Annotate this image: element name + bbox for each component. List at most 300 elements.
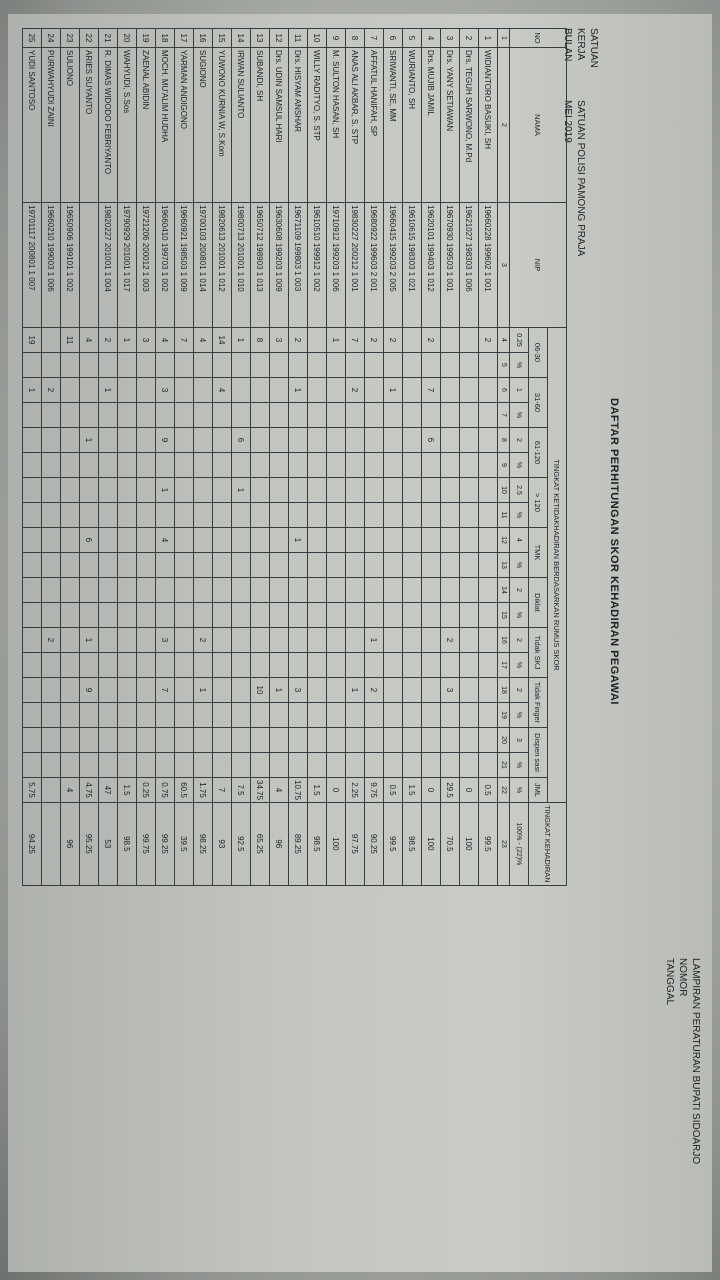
row-value xyxy=(23,428,42,453)
row-value xyxy=(479,353,498,378)
row-value xyxy=(137,378,156,403)
sub-header-cell: Diklat xyxy=(529,578,548,628)
row-value xyxy=(403,353,422,378)
row-value xyxy=(175,753,194,778)
row-value xyxy=(23,678,42,703)
column-number: 15 xyxy=(498,603,510,628)
row-value xyxy=(365,603,384,628)
table-row xyxy=(61,29,80,886)
row-jml: 0 xyxy=(327,778,346,803)
row-nip: 19790929 201001 1 017 xyxy=(118,203,137,328)
row-value: 7 xyxy=(346,328,365,353)
row-value xyxy=(213,503,232,528)
row-value xyxy=(175,728,194,753)
row-value xyxy=(137,678,156,703)
row-value xyxy=(42,353,61,378)
row-value: 3 xyxy=(156,378,175,403)
unit-cell: 2 xyxy=(510,428,529,453)
row-no: 4 xyxy=(422,29,441,48)
row-value xyxy=(213,653,232,678)
row-value xyxy=(23,478,42,503)
row-value xyxy=(251,478,270,503)
row-value: 3 xyxy=(441,678,460,703)
row-value xyxy=(232,528,251,553)
row-value: 1 xyxy=(99,378,118,403)
row-value xyxy=(194,728,213,753)
table-row xyxy=(80,29,99,886)
row-value xyxy=(213,528,232,553)
row-value xyxy=(460,378,479,403)
row-nip: 19710912 199203 1 006 xyxy=(327,203,346,328)
unit-cell: 2 xyxy=(510,678,529,703)
column-number: 4 xyxy=(498,328,510,353)
row-value xyxy=(270,503,289,528)
row-value xyxy=(327,578,346,603)
row-value xyxy=(80,353,99,378)
row-tingkat-kehadiran: 98.5 xyxy=(118,803,137,886)
row-value xyxy=(270,753,289,778)
row-nip: 19671109 199803 1 003 xyxy=(289,203,308,328)
row-value xyxy=(213,453,232,478)
row-value: 9 xyxy=(156,428,175,453)
row-value xyxy=(23,403,42,428)
row-value xyxy=(403,553,422,578)
row-jml: 4.75 xyxy=(80,778,99,803)
row-nip: 19650712 198903 1 013 xyxy=(251,203,270,328)
row-value xyxy=(194,353,213,378)
row-value: 1 xyxy=(232,328,251,353)
row-value xyxy=(441,503,460,528)
row-value xyxy=(289,728,308,753)
row-value xyxy=(80,453,99,478)
row-no: 9 xyxy=(327,29,346,48)
row-no: 1 xyxy=(479,29,498,48)
row-value xyxy=(327,678,346,703)
row-value xyxy=(99,353,118,378)
row-value xyxy=(422,553,441,578)
row-value: 1 xyxy=(156,478,175,503)
table-row xyxy=(251,29,270,886)
row-value xyxy=(308,503,327,528)
row-nama: Drs. MUJIB JAMIL xyxy=(422,48,441,203)
row-value xyxy=(460,553,479,578)
row-value xyxy=(479,528,498,553)
row-value xyxy=(384,503,403,528)
row-value xyxy=(156,453,175,478)
row-tingkat-kehadiran: 97.75 xyxy=(346,803,365,886)
row-value xyxy=(118,753,137,778)
row-nip: 19660921 198503 1 009 xyxy=(175,203,194,328)
row-value xyxy=(422,578,441,603)
row-value xyxy=(251,403,270,428)
row-value xyxy=(175,603,194,628)
row-value xyxy=(441,353,460,378)
row-value xyxy=(232,753,251,778)
row-value: 2 xyxy=(99,328,118,353)
row-value xyxy=(42,703,61,728)
row-value xyxy=(422,603,441,628)
row-value xyxy=(289,578,308,603)
row-value xyxy=(80,703,99,728)
row-value: 1 xyxy=(346,678,365,703)
row-value xyxy=(42,428,61,453)
row-value xyxy=(270,353,289,378)
row-value xyxy=(441,703,460,728)
row-nama: ANAS ALI AKBAR, S. STP xyxy=(346,48,365,203)
row-value xyxy=(99,603,118,628)
row-jml: 4 xyxy=(270,778,289,803)
row-value: 6 xyxy=(422,428,441,453)
row-value xyxy=(365,528,384,553)
row-value xyxy=(61,578,80,603)
row-value xyxy=(232,653,251,678)
row-value xyxy=(137,453,156,478)
row-tingkat-kehadiran: 98.5 xyxy=(308,803,327,886)
table-row xyxy=(232,29,251,886)
row-value xyxy=(194,753,213,778)
unit-cell: 1 xyxy=(510,378,529,403)
row-value: 1 xyxy=(80,628,99,653)
row-value xyxy=(99,628,118,653)
row-nip: 19830227 200212 1 001 xyxy=(346,203,365,328)
row-value xyxy=(308,453,327,478)
table-row xyxy=(137,29,156,886)
table-row xyxy=(479,29,498,886)
row-value xyxy=(384,578,403,603)
row-value xyxy=(384,353,403,378)
row-value xyxy=(175,403,194,428)
row-jml: 0 xyxy=(422,778,441,803)
row-value: 14 xyxy=(213,328,232,353)
row-value xyxy=(460,403,479,428)
row-value xyxy=(175,503,194,528)
row-value xyxy=(232,678,251,703)
row-value xyxy=(118,578,137,603)
row-value xyxy=(365,753,384,778)
row-value: 4 xyxy=(194,328,213,353)
column-number: 14 xyxy=(498,578,510,603)
row-value xyxy=(308,528,327,553)
row-tingkat-kehadiran: 98.5 xyxy=(403,803,422,886)
row-value xyxy=(327,378,346,403)
row-value: 1 xyxy=(327,328,346,353)
row-value xyxy=(289,403,308,428)
row-value xyxy=(251,553,270,578)
row-no: 22 xyxy=(80,29,99,48)
sub-header-cell: 31-60 xyxy=(529,378,548,428)
row-value xyxy=(118,378,137,403)
row-value xyxy=(441,528,460,553)
sub-header-cell: > 120 xyxy=(529,478,548,528)
attendance-table xyxy=(22,28,567,886)
row-value xyxy=(23,628,42,653)
row-value xyxy=(365,553,384,578)
row-nama: SRIWANTI, SE, MM xyxy=(384,48,403,203)
row-tingkat-kehadiran: 95.25 xyxy=(80,803,99,886)
row-value: 6 xyxy=(80,528,99,553)
table-row xyxy=(23,29,42,886)
row-nip: 19700103 200801 1 014 xyxy=(194,203,213,328)
row-value xyxy=(403,603,422,628)
row-value xyxy=(251,528,270,553)
row-value: 3 xyxy=(270,328,289,353)
row-value xyxy=(270,578,289,603)
row-jml: 60.5 xyxy=(175,778,194,803)
row-value xyxy=(213,403,232,428)
row-value xyxy=(137,603,156,628)
row-value xyxy=(479,503,498,528)
row-value xyxy=(327,353,346,378)
row-value xyxy=(365,478,384,503)
row-value xyxy=(137,578,156,603)
row-value xyxy=(175,703,194,728)
row-value xyxy=(99,678,118,703)
row-no: 16 xyxy=(194,29,213,48)
column-number: 16 xyxy=(498,628,510,653)
row-value xyxy=(460,628,479,653)
row-value xyxy=(156,753,175,778)
row-value xyxy=(156,603,175,628)
row-jml: 10.75 xyxy=(289,778,308,803)
row-value xyxy=(80,478,99,503)
row-no: 15 xyxy=(213,29,232,48)
unit-cell: 2.5 xyxy=(510,478,529,503)
row-tingkat-kehadiran: 98.25 xyxy=(194,803,213,886)
row-value xyxy=(327,728,346,753)
row-value xyxy=(194,703,213,728)
row-value xyxy=(384,703,403,728)
satuan-value: SATUAN POLISI PAMONG PRAJA xyxy=(575,100,586,257)
row-value xyxy=(232,353,251,378)
row-value xyxy=(327,428,346,453)
row-value xyxy=(422,628,441,653)
row-value xyxy=(365,503,384,528)
row-value xyxy=(441,453,460,478)
row-value xyxy=(460,653,479,678)
row-nama: Drs. UDIN SAMSUL HARI xyxy=(270,48,289,203)
row-value xyxy=(213,578,232,603)
table-row xyxy=(118,29,137,886)
row-value: 2 xyxy=(365,678,384,703)
row-value xyxy=(308,428,327,453)
row-jml: 9.75 xyxy=(365,778,384,803)
table-row xyxy=(156,29,175,886)
row-value xyxy=(251,578,270,603)
row-nama: R. DIMAS WIDODO FEBRIYANTO xyxy=(99,48,118,203)
row-value xyxy=(118,353,137,378)
row-value xyxy=(80,653,99,678)
row-value xyxy=(422,753,441,778)
row-value: 8 xyxy=(251,328,270,353)
row-value xyxy=(175,528,194,553)
row-value xyxy=(346,478,365,503)
row-value xyxy=(232,378,251,403)
row-nama: YUDI SANTOSO xyxy=(23,48,42,203)
row-value xyxy=(251,728,270,753)
row-value xyxy=(403,503,422,528)
row-value xyxy=(422,528,441,553)
row-value xyxy=(403,378,422,403)
row-value xyxy=(175,478,194,503)
table-row xyxy=(270,29,289,886)
sub-header-cell: JML xyxy=(529,778,548,803)
row-value xyxy=(365,353,384,378)
row-value xyxy=(365,703,384,728)
row-value xyxy=(270,478,289,503)
row-value xyxy=(23,353,42,378)
row-value xyxy=(403,403,422,428)
row-value xyxy=(441,653,460,678)
row-value xyxy=(308,628,327,653)
unit-cell: % xyxy=(510,553,529,578)
column-number: 18 xyxy=(498,678,510,703)
row-jml: 29.5 xyxy=(441,778,460,803)
row-value xyxy=(251,603,270,628)
row-value xyxy=(346,528,365,553)
row-value xyxy=(99,428,118,453)
row-nip: 19610510 199912 1 002 xyxy=(308,203,327,328)
row-value xyxy=(23,753,42,778)
row-value xyxy=(61,528,80,553)
row-value xyxy=(308,703,327,728)
row-value xyxy=(137,478,156,503)
sub-header-cell: Dispen sasi xyxy=(529,728,548,778)
document xyxy=(10,18,710,1268)
row-value xyxy=(346,703,365,728)
row-value xyxy=(422,478,441,503)
row-value xyxy=(289,603,308,628)
row-no: 24 xyxy=(42,29,61,48)
column-number: 8 xyxy=(498,428,510,453)
row-no: 8 xyxy=(346,29,365,48)
row-value: 1 xyxy=(80,428,99,453)
row-value xyxy=(61,703,80,728)
row-value xyxy=(308,478,327,503)
row-nip xyxy=(80,203,99,328)
row-tingkat-kehadiran xyxy=(42,803,61,886)
row-nip: 19621027 198303 1 006 xyxy=(460,203,479,328)
row-value xyxy=(384,653,403,678)
row-value xyxy=(42,478,61,503)
row-value xyxy=(422,403,441,428)
row-no: 18 xyxy=(156,29,175,48)
row-value xyxy=(23,453,42,478)
row-value xyxy=(232,603,251,628)
row-value xyxy=(61,403,80,428)
row-value xyxy=(99,753,118,778)
row-value xyxy=(365,453,384,478)
row-value xyxy=(403,578,422,603)
row-value xyxy=(384,753,403,778)
row-nama: SUBANDI, SH xyxy=(251,48,270,203)
row-value xyxy=(213,353,232,378)
row-value: 3 xyxy=(137,328,156,353)
row-value xyxy=(42,453,61,478)
row-value xyxy=(137,528,156,553)
row-value xyxy=(403,653,422,678)
row-value xyxy=(99,653,118,678)
row-value xyxy=(479,378,498,403)
row-value xyxy=(99,453,118,478)
row-value xyxy=(232,453,251,478)
row-value xyxy=(23,578,42,603)
row-value xyxy=(422,678,441,703)
row-value xyxy=(365,728,384,753)
row-value xyxy=(460,728,479,753)
row-value xyxy=(384,603,403,628)
row-value: 1 xyxy=(118,328,137,353)
row-value xyxy=(441,578,460,603)
row-value xyxy=(156,503,175,528)
row-value xyxy=(289,553,308,578)
sub-header-cell: TMK xyxy=(529,528,548,578)
row-value xyxy=(441,378,460,403)
column-number: 13 xyxy=(498,553,510,578)
row-value xyxy=(194,503,213,528)
lampiran-text: LAMPIRAN PERATURAN BUPATI SIDOARJO xyxy=(690,958,701,1165)
row-value xyxy=(403,453,422,478)
row-value xyxy=(156,728,175,753)
row-value xyxy=(80,378,99,403)
row-value: 7 xyxy=(156,678,175,703)
row-value xyxy=(213,728,232,753)
unit-cell: % xyxy=(510,753,529,778)
row-tingkat-kehadiran: 92.5 xyxy=(232,803,251,886)
row-value xyxy=(479,653,498,678)
row-nama: SULIONO xyxy=(61,48,80,203)
row-value xyxy=(403,703,422,728)
row-value xyxy=(479,603,498,628)
column-number: 19 xyxy=(498,703,510,728)
row-value xyxy=(118,503,137,528)
table-row xyxy=(460,29,479,886)
header-nip: NIP xyxy=(510,203,567,328)
row-value xyxy=(118,728,137,753)
row-value xyxy=(156,403,175,428)
row-tingkat-kehadiran: 39.5 xyxy=(175,803,194,886)
row-value xyxy=(118,403,137,428)
row-value: 19 xyxy=(23,328,42,353)
row-value xyxy=(99,553,118,578)
row-value xyxy=(327,503,346,528)
row-value xyxy=(479,728,498,753)
row-value: 3 xyxy=(156,628,175,653)
row-nip: 19660410 199703 1 002 xyxy=(156,203,175,328)
row-nip: 19701117 200801 1 007 xyxy=(23,203,42,328)
row-value xyxy=(441,478,460,503)
row-value xyxy=(289,628,308,653)
row-jml: 34.75 xyxy=(251,778,270,803)
row-value xyxy=(460,503,479,528)
row-value xyxy=(479,703,498,728)
row-nip: 19820613 201001 1 012 xyxy=(213,203,232,328)
table-row xyxy=(213,29,232,886)
row-value xyxy=(61,553,80,578)
row-value xyxy=(251,503,270,528)
column-number: 17 xyxy=(498,653,510,678)
table-row xyxy=(308,29,327,886)
column-number: 3 xyxy=(498,203,510,328)
row-value xyxy=(42,653,61,678)
row-value xyxy=(175,653,194,678)
row-value xyxy=(23,503,42,528)
row-nip: 19820227 201001 1 004 xyxy=(99,203,118,328)
row-value xyxy=(137,753,156,778)
row-value xyxy=(460,603,479,628)
row-nip: 19660228 199602 1 001 xyxy=(479,203,498,328)
row-value xyxy=(460,453,479,478)
sub-header-cell: 06-30 xyxy=(529,328,548,378)
